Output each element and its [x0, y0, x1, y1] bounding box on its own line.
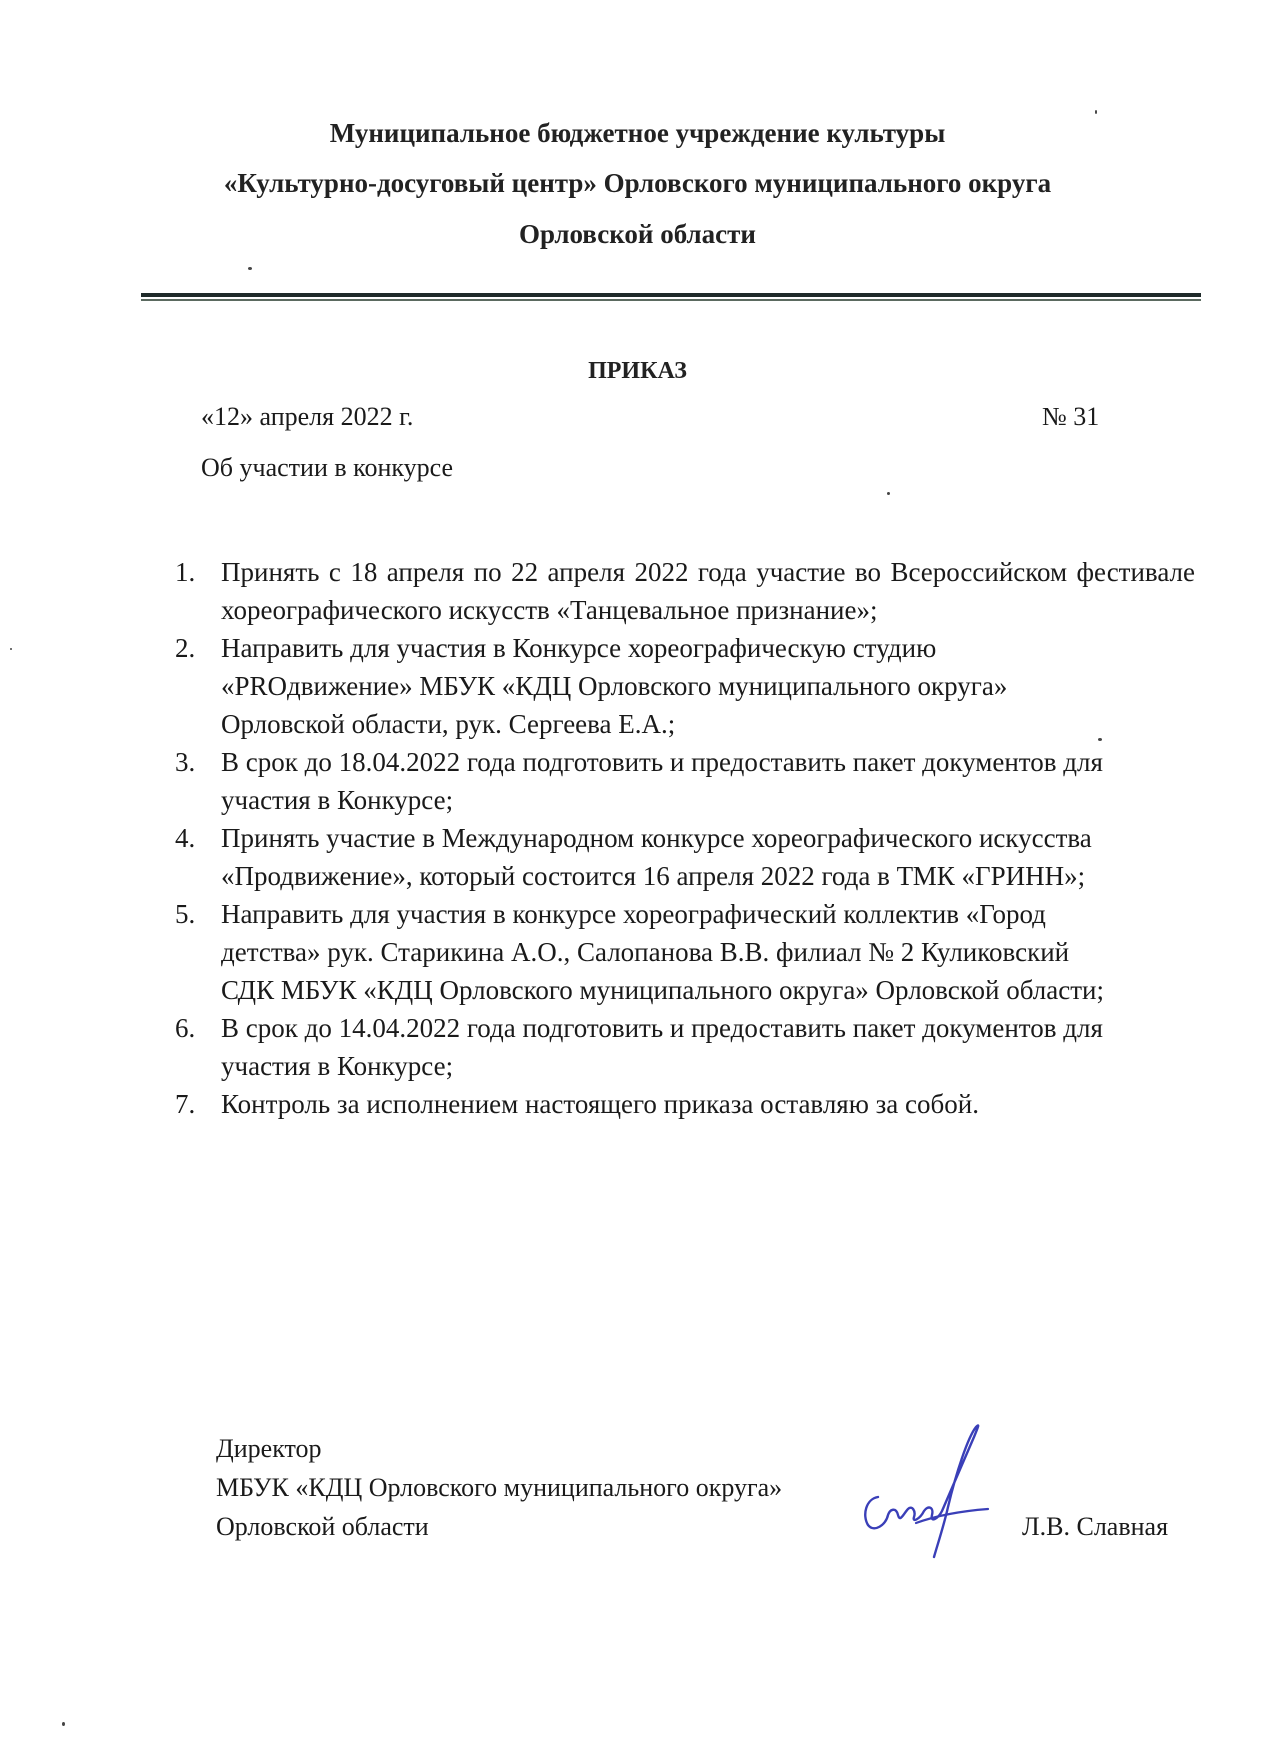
order-item-line: СДК МБУК «КДЦ Орловского муниципального округа» Орловской области; — [221, 975, 1104, 1005]
scan-speck — [62, 1722, 65, 1726]
order-item-number: 1. — [175, 557, 196, 587]
org-name-line-1: Муниципальное бюджетное учреждение культуры — [329, 118, 946, 148]
org-name-line-3: Орловской области — [518, 219, 756, 249]
order-item-number: 3. — [175, 747, 196, 777]
order-item-number: 2. — [175, 633, 196, 663]
order-item-number: 6. — [175, 1013, 196, 1043]
order-item — [175, 895, 1195, 1009]
signatory-name: Л.В. Славная — [1022, 1512, 1169, 1541]
order-item — [175, 743, 1195, 819]
org-name-line-2: «Культурно-досуговый центр» Орловского муниципального округа — [223, 168, 1052, 198]
scan-speck — [10, 648, 12, 650]
scan-speck — [1095, 110, 1097, 114]
order-items-list — [175, 553, 1195, 1123]
scan-speck — [248, 267, 252, 270]
handwritten-signature — [858, 1415, 998, 1565]
order-item-line: В срок до 18.04.2022 года подготовить и предоставить пакет документов для — [221, 747, 1103, 777]
signatory-organization: МБУК «КДЦ Орловского муниципального округа» — [216, 1473, 783, 1502]
document-date: «12» апреля 2022 г. — [201, 402, 414, 431]
order-item-line: Контроль за исполнением настоящего приказа оставляю за собой. — [221, 1089, 979, 1119]
order-item-line: Направить для участия в Конкурсе хореографическую студию — [221, 633, 937, 663]
order-item-line: В срок до 14.04.2022 года подготовить и предоставить пакет документов для — [221, 1013, 1103, 1043]
order-item-line: «Продвижение», который состоится 16 апреля 2022 года в ТМК «ГРИНН»; — [221, 861, 1086, 891]
document-subject: Об участии в конкурсе — [201, 453, 454, 482]
order-item-line: участия в Конкурсе; — [221, 1051, 454, 1081]
order-item — [175, 629, 1195, 743]
header-divider-thick — [141, 293, 1201, 297]
order-item-number: 5. — [175, 899, 196, 929]
order-item-line: «PROдвижение» МБУК «КДЦ Орловского муниципального округа» — [221, 671, 1008, 701]
order-item-line: детства» рук. Старикина А.О., Салопанова В.В. филиал № 2 Куликовский — [221, 937, 1070, 967]
order-item-line: участия в Конкурсе; — [221, 785, 454, 815]
order-item-number: 4. — [175, 823, 196, 853]
order-item-line: Направить для участия в конкурсе хореографический коллектив «Город — [221, 899, 1046, 929]
document-number: № 31 — [1042, 402, 1100, 431]
header-divider-thin — [141, 299, 1201, 301]
order-item-text: Принять с 18 апреля по 22 апреля 2022 года участие во Всероссийском фестивале хореографического искусств «Танцевальное признание»; — [221, 557, 1195, 625]
order-item-line: Орловской области, рук. Сергеева Е.А.; — [221, 709, 676, 739]
scan-speck — [887, 492, 890, 495]
signatory-title: Директор — [216, 1434, 322, 1463]
order-item — [175, 1085, 1195, 1123]
order-item — [175, 553, 1195, 629]
scan-speck — [1098, 738, 1102, 741]
order-item — [175, 1009, 1195, 1085]
signatory-region: Орловской области — [216, 1512, 429, 1541]
order-item-line: Принять участие в Международном конкурсе хореографического искусства — [221, 823, 1092, 853]
document-type: ПРИКАЗ — [588, 358, 687, 384]
order-item — [175, 819, 1195, 895]
order-item-number: 7. — [175, 1089, 196, 1119]
